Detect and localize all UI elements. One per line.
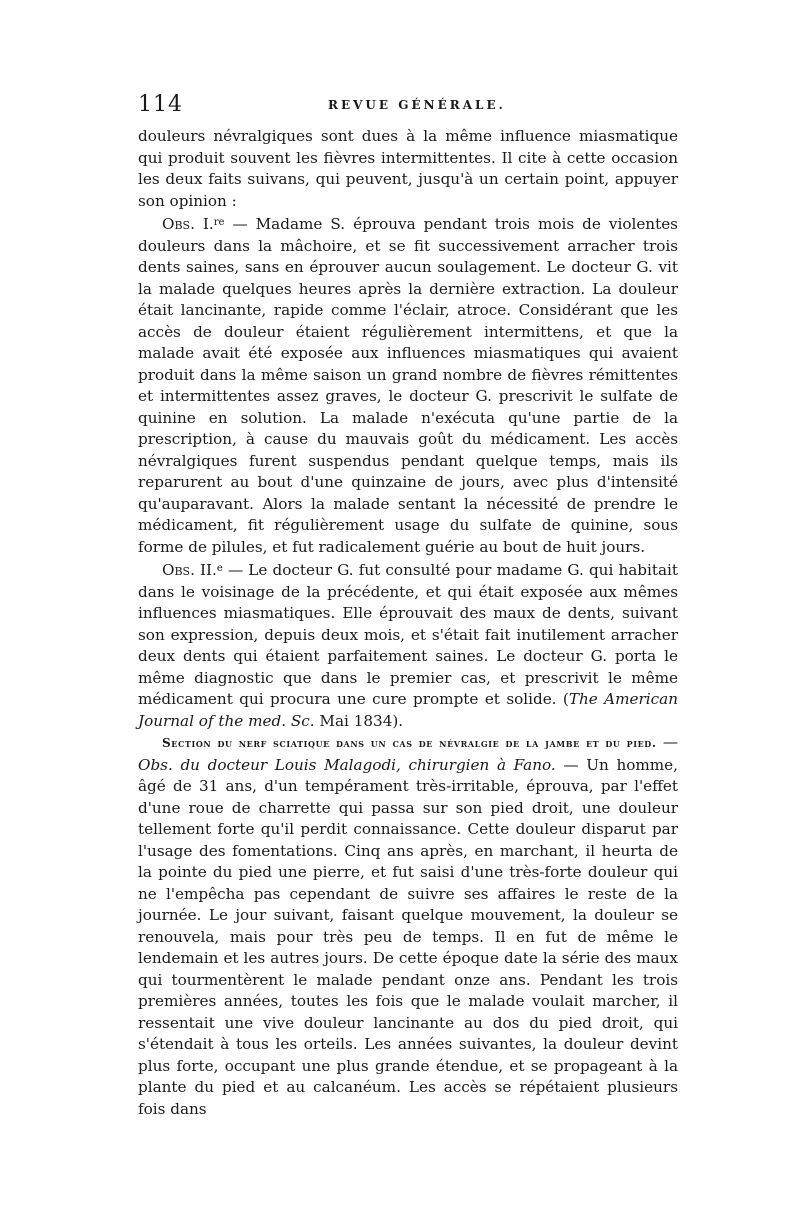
observation-label-superscript: re — [213, 217, 225, 228]
running-title: REVUE GÉNÉRALE. — [328, 98, 506, 112]
observation-2 — [138, 558, 678, 732]
page — [138, 92, 678, 1120]
paragraph-text: douleurs névralgiques sont dues à la même influence miasmatique qui produit souvent les fièvres intermittentes. Il cite à cette occasion les deux faits suivans, qui peuvent, jusqu'à un certain point, appuyer son opinion : — [138, 127, 678, 210]
paragraph-intro — [138, 126, 678, 212]
citation-tail: Mai 1834). — [314, 711, 404, 730]
body-text — [138, 126, 678, 1120]
page-header — [138, 92, 678, 126]
observation-label-superscript: e — [216, 563, 223, 574]
observation-1 — [138, 212, 678, 558]
observation-label: Obs. I. — [162, 215, 214, 233]
observation-text: — Le docteur G. fut consulté pour madame G. qui habitait dans le voisinage de la précédente, et qui était exposée aux mêmes influences miasmatiques. Elle éprouvait des maux de dents, suivant son expression, depuis deux mois, et s'était fait inutilement arracher deux dents qui étaient parfaitement saines. Le docteur G. porta le même diagnostic que dans le premier cas, et prescrivit le même médicament qui procura une cure prompte et solide. ( — [138, 561, 678, 708]
observation-text: — Madame S. éprouva pendant trois mois de violentes douleurs dans la mâchoire, et se fit successivement arracher trois dents saines, sans en éprouver aucun soulagement. Le docteur G. vit la malade quelques heures après la dernière extraction. La douleur était lancinante, rapide comme l'éclair, atroce. Considérant que les accès de douleur étaient régulièrement intermittens, et que la malade avait été exposée aux influences miasmatiques qui avaient produit dans la même saison un grand nombre de fièvres rémittentes et intermittentes assez graves, le docteur G. prescrivit le sulfate de quinine en solution. La malade n'exécuta qu'une partie de la prescription, à cause du mauvais goût du médicament. Les accès névralgiques furent suspendus pendant quelque temps, mais ils reparurent au bout d'une quinzaine de jours, avec plus d'intensité qu'auparavant. Alors la malade sentant la nécessité de prendre le médicament, fit régulièrement usage du sulfate de quinine, sous forme de pilules, et fut radicalement guérie au bout de huit jours. — [138, 215, 678, 556]
citation-journal: The American Journal of the med. Sc. — [138, 690, 678, 730]
section-subtitle: — Obs. du docteur Louis Malagodi, chirurgien à Fano. — — [138, 733, 679, 774]
section-text: Un homme, âgé de 31 ans, d'un tempérament très-irritable, éprouva, par l'effet d'une roue de charrette qui passa sur son pied droit, une douleur tellement forte qu'il perdit connaissance. Cette douleur disparut par l'usage des fomentations. Cinq ans après, en marchant, il heurta de la pointe du pied une pierre, et fut saisi d'une très-forte douleur qui ne l'empêcha pas cependant de suivre ses affaires le reste de la journée. Le jour suivant, faisant quelque mouvement, la douleur se renouvela, mais pour très peu de temps. Il en fut de même le lendemain et les autres jours. De cette époque date la série des maux qui tourmentèrent le malade pendant onze ans. Pendant les trois premières années, toutes les fois que le malade voulait marcher, il ressentait une vive douleur lancinante au dos du pied droit, qui s'étendait à tous les orteils. Les années suivantes, la douleur devint plus forte, occupant une plus grande étendue, et se propageant à la plante du pied et au calcanéum. Les accès se répétaient plusieurs fois dans — [138, 755, 678, 1118]
page-number: 114 — [138, 92, 183, 117]
section-title: Section du nerf sciatique dans un cas de névralgie de la jambe et du pied. — [162, 736, 657, 750]
section-paragraph — [138, 732, 678, 1120]
observation-label: Obs. II. — [162, 561, 217, 579]
